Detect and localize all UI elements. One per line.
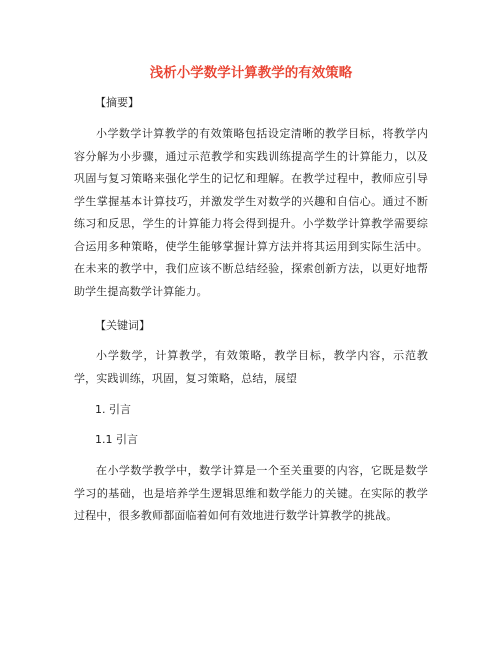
section-1-1-paragraph: 在小学数学教学中，数学计算是一个至关重要的内容，它既是数学学习的基础，也是培养学生逻辑思维和数学能力的关键。在实际的教学过程中，很多教师都面临着如何有效地进行数学计算教学的挑战。 — [74, 464, 428, 522]
keywords-paragraph: 小学数学，计算教学，有效策略，教学目标，教学内容，示范教学，实践训练，巩固，复习策略，总结，展望 — [74, 349, 428, 385]
document-title: 浅析小学数学计算教学的有效策略 — [149, 65, 353, 81]
section-1-1-heading: 1.1 引言 — [95, 433, 138, 446]
abstract-heading: 【摘要】 — [95, 96, 139, 109]
keywords-heading: 【关键词】 — [95, 319, 150, 332]
section-1-heading: 1. 引言 — [95, 403, 131, 416]
abstract-paragraph: 小学数学计算教学的有效策略包括设定清晰的教学目标，将教学内容分解为小步骤，通过示范教学和实践训练提高学生的计算能力，以及巩固与复习策略来强化学生的记忆和理解。在教学过程中，教师应引导学生掌握基本计算技巧，并激发学生对数学的兴趣和自信心。通过不断练习和反思，学生的计算能力将会得到提升。小学数学计算教学需要综合运用多种策略，使学生能够掌握计算方法并将其运用到实际生活中。在未来的教学中，我们应该不断总结经验，探索创新方法，以更好地帮助学生提高数学计算能力。 — [74, 127, 428, 298]
